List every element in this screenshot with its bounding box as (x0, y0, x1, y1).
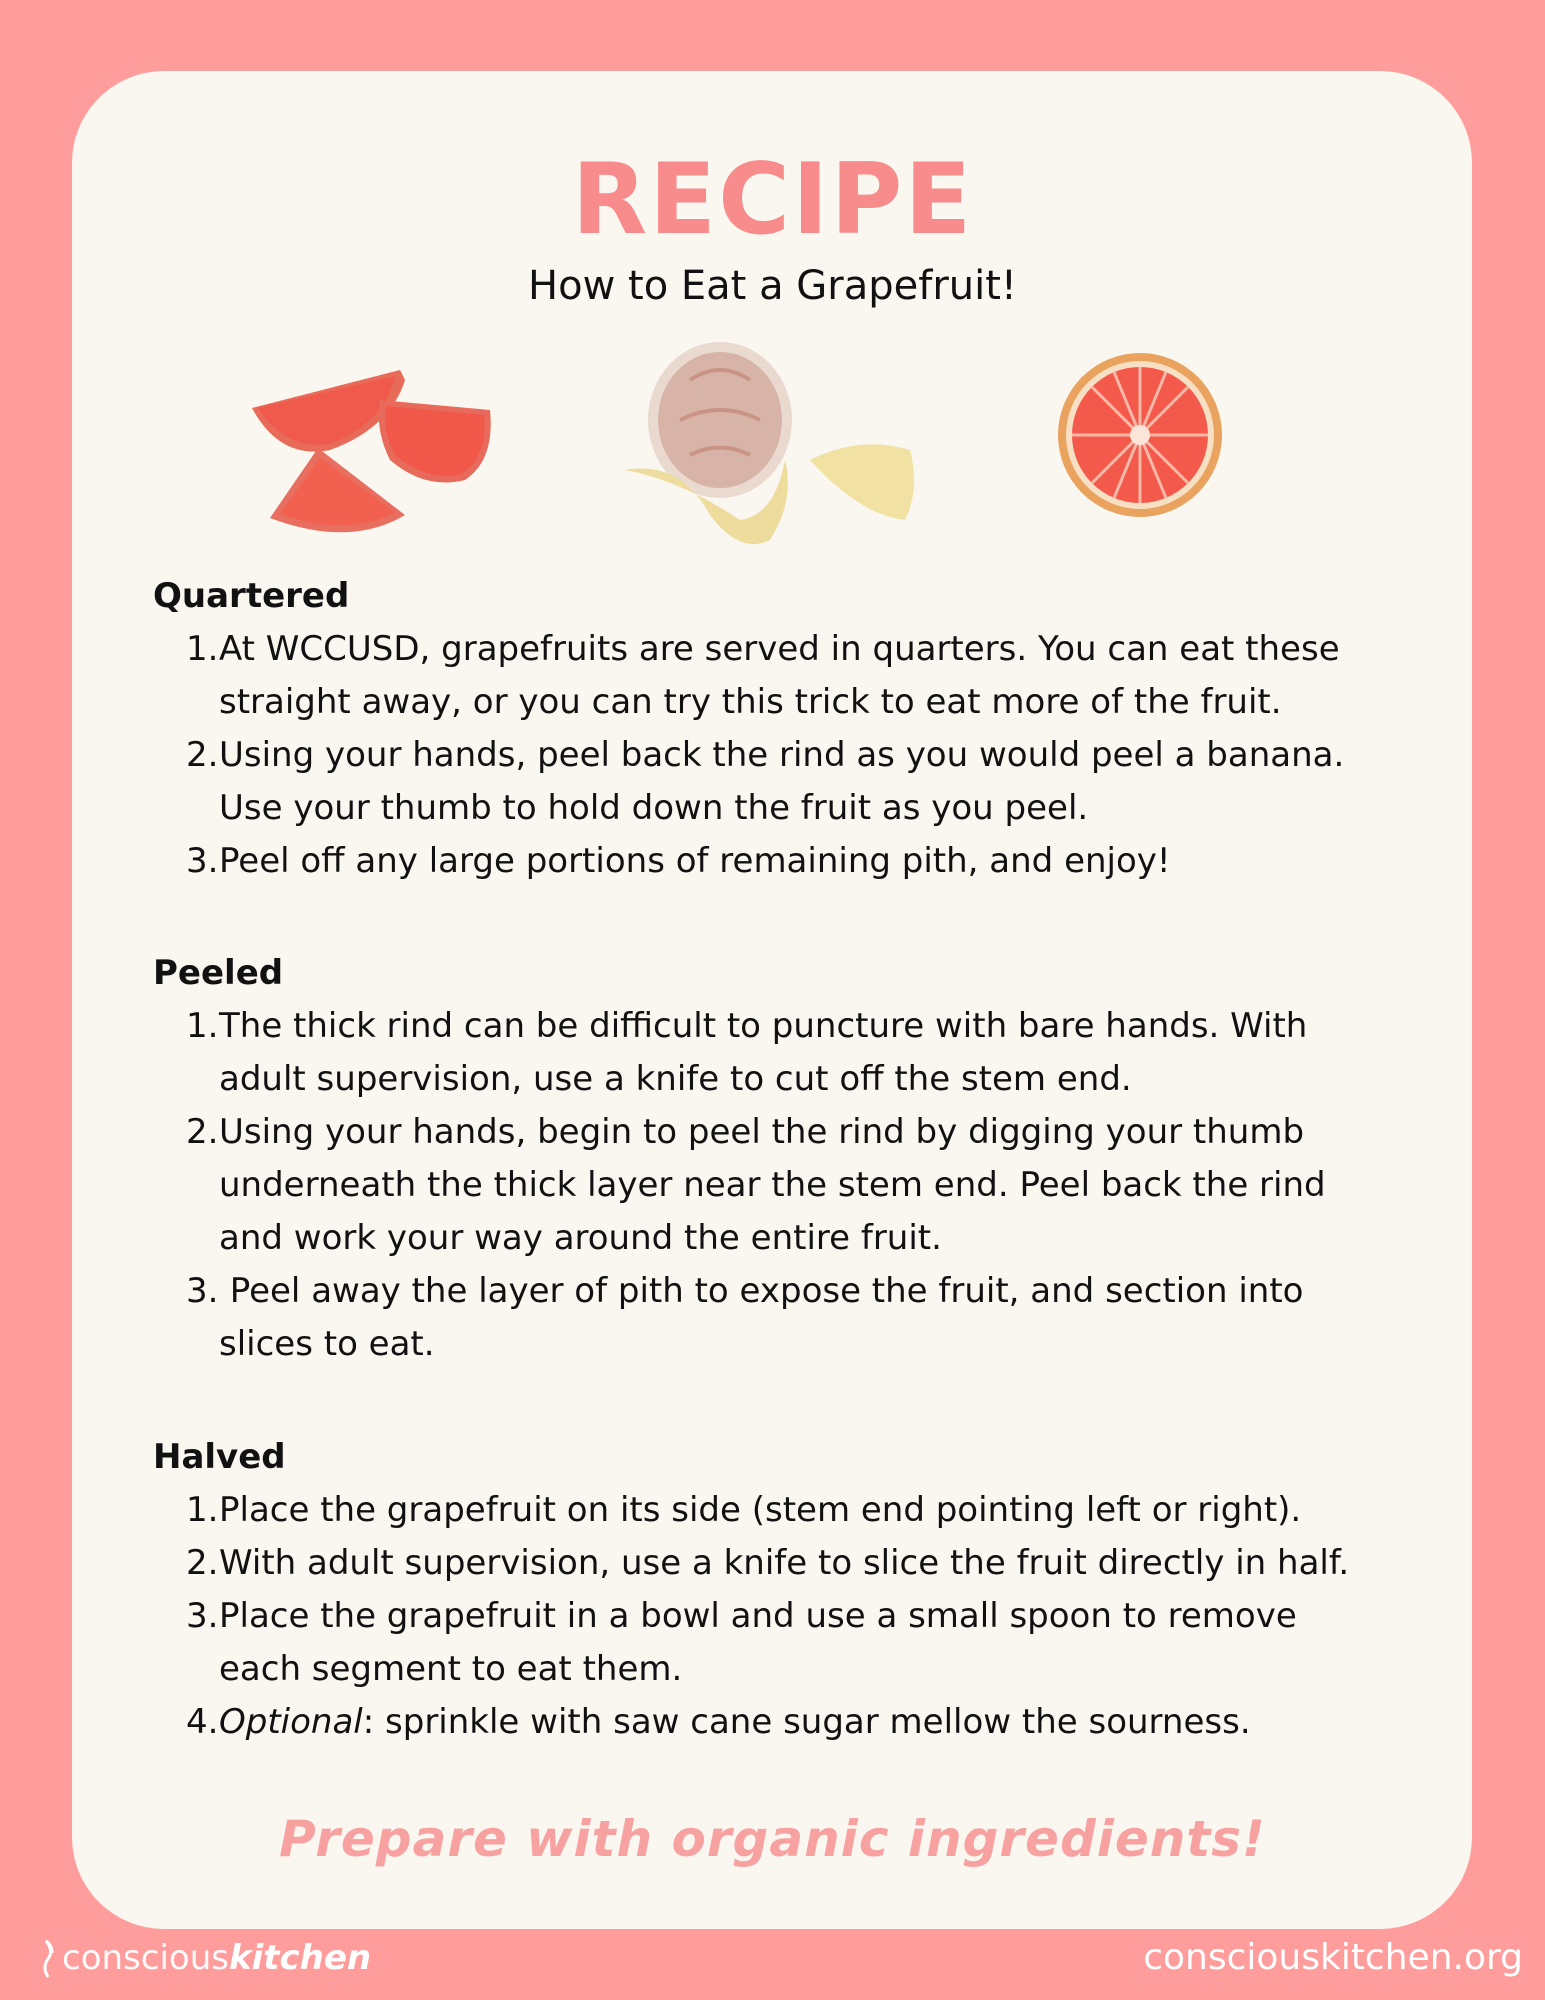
brand-name-light: conscious (62, 1938, 229, 1978)
brand-name-script: kitchen (228, 1938, 372, 1978)
step-text: Place the grapefruit on its side (stem end pointing left or right). (219, 1490, 1302, 1530)
step-text: Use your thumb to hold down the fruit as you peel. (219, 788, 1089, 828)
page-subtitle: How to Eat a Grapefruit! (528, 263, 1017, 309)
grapefruit-half-icon (1055, 350, 1225, 520)
tagline: Prepare with organic ingredients! (279, 1810, 1266, 1868)
list-item (153, 623, 1413, 729)
step-text: straight away, or you can try this trick to eat more of the fruit. (219, 682, 1282, 722)
step-text: Peel off any large portions of remaining pith, and enjoy! (219, 841, 1171, 881)
step-number: 4. (186, 1702, 219, 1742)
step-text: underneath the thick layer near the stem end. Peel back the rind (219, 1165, 1326, 1205)
step-number: 1. (186, 629, 219, 669)
step-text-rest: : sprinkle with saw cane sugar mellow the sourness. (362, 1702, 1251, 1742)
step-text: Using your hands, begin to peel the rind by digging your thumb (219, 1112, 1305, 1152)
step-number: 2. (186, 1112, 219, 1152)
optional-label: Optional (219, 1702, 363, 1742)
step-text: slices to eat. (219, 1324, 435, 1364)
list-item (153, 1537, 1413, 1590)
step-number: 1. (186, 1490, 219, 1530)
website-link[interactable]: consciouskitchen.org (1143, 1937, 1523, 1978)
step-number: 2. (186, 1543, 219, 1583)
step-text: adult supervision, use a knife to cut off the stem end. (219, 1059, 1132, 1099)
sprout-logo-icon (38, 1937, 58, 1979)
list-item (153, 1696, 1413, 1749)
step-text (219, 1696, 1413, 1749)
step-text: Using your hands, peel back the rind as you would peel a banana. (219, 735, 1345, 775)
section-quartered (153, 570, 1413, 888)
step-text: The thick rind can be difficult to puncture with bare hands. With (219, 1006, 1308, 1046)
step-text: and work your way around the entire fruit. (219, 1218, 942, 1258)
section-heading: Peeled (153, 953, 284, 993)
page-title: RECIPE (571, 143, 974, 257)
step-text: With adult supervision, use a knife to slice the fruit directly in half. (219, 1543, 1350, 1583)
peeled-grapefruit-icon (620, 340, 920, 555)
step-number: 3. (186, 1596, 219, 1636)
list-item (153, 729, 1413, 835)
list-item (153, 1106, 1413, 1265)
section-heading: Halved (153, 1437, 286, 1477)
grapefruit-quarters-icon (240, 350, 500, 540)
step-number: 3. (186, 1271, 219, 1311)
step-text: Place the grapefruit in a bowl and use a small spoon to remove (219, 1596, 1297, 1636)
list-item (153, 835, 1413, 888)
step-text: each segment to eat them. (219, 1649, 683, 1689)
brand-logo (38, 1936, 371, 1980)
list-item (153, 1484, 1413, 1537)
step-text: At WCCUSD, grapefruits are served in quarters. You can eat these (219, 629, 1340, 669)
list-item (153, 1000, 1413, 1106)
list-item (153, 1265, 1413, 1371)
step-number: 3. (186, 841, 219, 881)
step-text: Peel away the layer of pith to expose the fruit, and section into (219, 1271, 1304, 1311)
grapefruit-images (0, 340, 1545, 570)
section-heading: Quartered (153, 576, 350, 616)
step-number: 1. (186, 1006, 219, 1046)
step-number: 2. (186, 735, 219, 775)
list-item (153, 1590, 1413, 1696)
section-peeled (153, 947, 1413, 1371)
section-halved (153, 1431, 1413, 1749)
